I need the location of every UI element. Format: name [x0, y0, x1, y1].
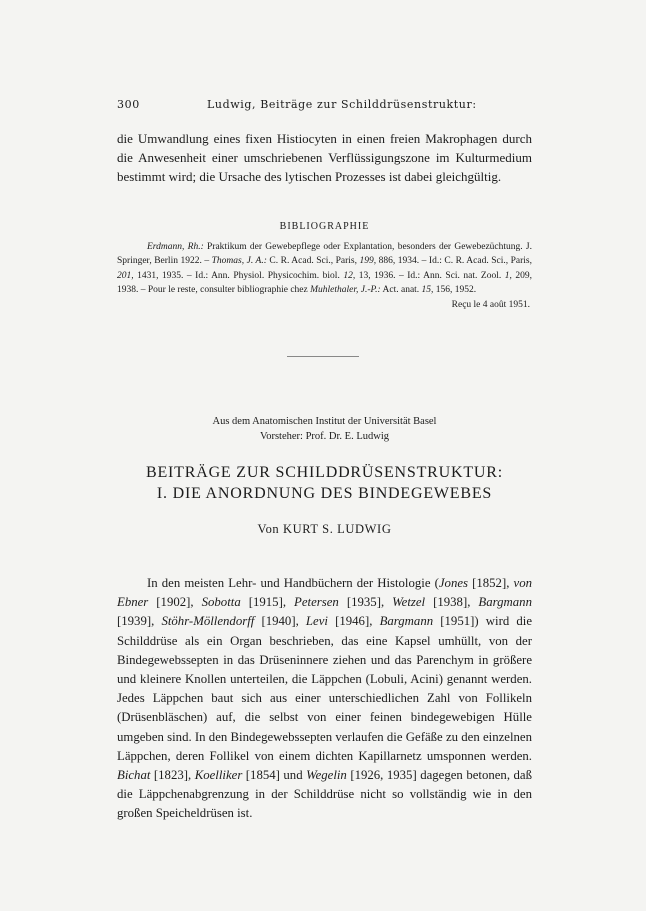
article-title-line1: BEITRÄGE ZUR SCHILDDRÜSENSTRUKTUR:	[146, 464, 503, 481]
cited-author: Bargmann	[379, 614, 434, 629]
cited-author: Bichat	[117, 768, 151, 783]
bib-text: 13, 1936. – Id.: Ann. Sci. nat. Zool.	[355, 270, 505, 281]
institute-director: Vorsteher: Prof. Dr. E. Ludwig	[260, 431, 389, 442]
text-run: [1946],	[327, 614, 380, 629]
article-title-line2: I. DIE ANORDNUNG DES BINDEGEWEBES	[156, 485, 493, 502]
bib-author: Thomas, J. A.:	[211, 256, 267, 267]
text-run: [1852],	[468, 576, 514, 590]
text-run: [1935],	[338, 595, 393, 610]
text-run: [1823],	[150, 768, 195, 783]
paragraph-continuation: die Umwandlung eines fixen Histiocyten in einen freien Makrophagen durch die Anwesenheit einer umschriebenen Verflüssigungszone im Kulturmedium bestimmt wird; die Ursache des lytischen Prozesses ist dabei gleichgültig.	[117, 131, 532, 184]
bib-volume: 12,	[343, 270, 356, 281]
text-run: [1938],	[425, 595, 479, 610]
text-run: [1939],	[117, 614, 162, 629]
cited-author: Petersen	[294, 595, 339, 610]
text-run: [1926, 1935] dagegen betonen, daß die Läppchenabgrenzung in der Schilddrüse nicht so vollständig wie in den großen Speicheldrüsen ist.	[117, 768, 532, 821]
bib-text: Praktikum der Gewebepflege oder Explantation, besonders der Gewebezüchtung. J. Springer, Berlin 1922. –	[117, 242, 532, 267]
cited-author: Wegelin	[306, 768, 347, 783]
bibliography	[117, 240, 532, 312]
bibliography-entries	[117, 240, 532, 298]
received-date: Reçu le 4 août 1951.	[451, 299, 530, 310]
text-run: [1951]) wird die Schilddrüse als ein Organ beschrieben, das eine Kapsel umhüllt, von der Bindegewebssepten in das Drüseninnere ziehen und das Parenchym in größere und kleinere Knollen unterteilen, die Läppchen (Lobuli, Acini) genannt werden. Jedes Läppchen baut sich aus einer unterschiedlichen Zahl von Follikeln (Drüsenbläschen) auf, die selbst von einer feinen bindegewebigen Hülle umgeben sind. In den Bindegewebssepten verlaufen die Gefäße zu den einzelnen Läppchen, deren Follikel von einem dichten Kapillarnetz umsponnen werden.	[117, 614, 532, 763]
cited-author: Levi	[305, 614, 328, 629]
bib-volume: 201,	[117, 270, 134, 281]
page-number: 300	[117, 98, 140, 111]
cited-author: Sobotta	[201, 595, 241, 610]
bib-text: 156, 1952.	[433, 285, 477, 296]
text-run: In den meisten Lehr- und Handbüchern der Histologie (	[147, 576, 439, 590]
article-paragraph	[117, 574, 532, 824]
bibliography-heading: BIBLIOGRAPHIE	[279, 221, 370, 232]
running-title: Ludwig, Beiträge zur Schilddrüsenstruktur:	[207, 98, 477, 111]
bib-volume: 1,	[504, 270, 512, 281]
cited-author: von Ebner	[117, 576, 532, 610]
bib-text: C. R. Acad. Sci., Paris,	[266, 256, 360, 267]
text-run: [1902],	[148, 595, 202, 610]
cited-author: Wetzel	[392, 595, 426, 610]
bib-author: Erdmann, Rh.:	[147, 242, 204, 252]
bib-volume: 15,	[421, 285, 434, 296]
bib-text: Act. anat.	[380, 285, 422, 296]
article-author: Von KURT S. LUDWIG	[257, 522, 392, 536]
institute-block	[117, 414, 532, 444]
text-run: [1915],	[240, 595, 295, 610]
text-run: [1940],	[254, 614, 306, 629]
bib-text: 1431, 1935. – Id.: Ann. Physiol. Physicochim. biol.	[133, 270, 344, 281]
bib-text: 886, 1934. – Id.: C. R. Acad. Sci., Paris,	[376, 256, 532, 267]
bib-text: 209, 1938. – Pour le reste, consulter bibliographie chez	[117, 270, 533, 296]
bib-volume: 199,	[359, 256, 377, 267]
cited-author: Jones	[438, 576, 469, 590]
article-title	[117, 462, 532, 504]
text-run: [1854] und	[242, 768, 307, 783]
institute-name: Aus dem Anatomischen Institut der Universität Basel	[212, 416, 437, 427]
bib-author: Muhlethaler, J.-P.:	[310, 285, 381, 296]
cited-author: Bargmann	[478, 595, 532, 610]
cited-author: Koelliker	[194, 768, 243, 783]
cited-author: Stöhr-Möllendorff	[161, 614, 255, 629]
section-divider	[287, 356, 359, 357]
